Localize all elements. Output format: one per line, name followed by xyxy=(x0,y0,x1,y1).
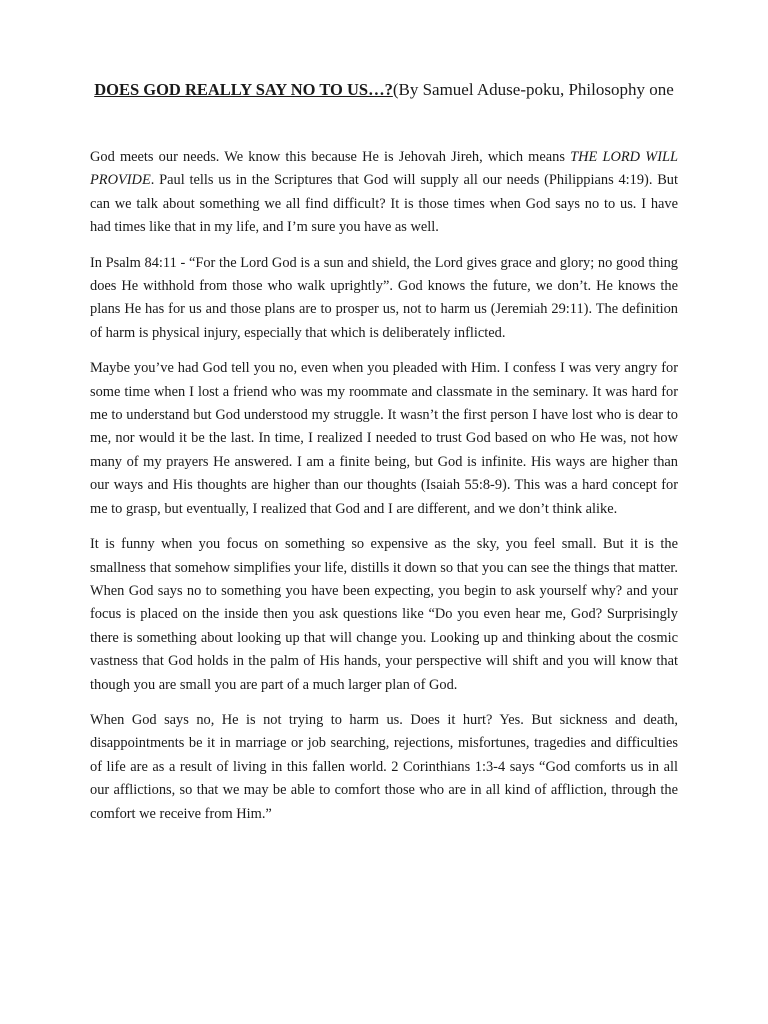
paragraph-5: When God says no, He is not trying to harm us. Does it hurt? Yes. But sickness and death, disappointments be it in marriage or job searching, rejections, misfortunes, tragedies and difficulties of life are as a result of living in this fallen world. 2 Corinthians 1:3-4 says “God comforts us in all our afflictions, so that we may be able to comfort those who are in all kind of affliction, through the comfort we receive from Him.” xyxy=(90,711,678,822)
paragraph-3: Maybe you’ve had God tell you no, even when you pleaded with Him. I confess I was very angry for some time when I lost a friend who was my roommate and classmate in the seminary. It was hard for me to understand but God understood my struggle. It wasn’t the first person I have lost who is dear to me, nor would it be the last. In time, I realized I needed to trust God based on who He was, not how many of my prayers He answered. I am a finite being, but God is infinite. His ways are higher than our ways and His thoughts are higher than our thoughts (Isaiah 55:8-9). This was a hard concept for me to grasp, but eventually, I realized that God and I are different, and we don’t think alike. xyxy=(90,360,678,517)
paragraph-1-emphasis: THE LORD WILL PROVIDE xyxy=(90,149,679,189)
paragraph-1-start: God meets our needs. We know this because He is Jehovah Jireh, which means xyxy=(90,149,571,165)
document-body xyxy=(90,146,678,838)
paragraph-2: In Psalm 84:11 - “For the Lord God is a sun and shield, the Lord gives grace and glory; no good thing does He withhold from those who walk uprightly”. God knows the future, we don’t. He knows the plans He has for us and those plans are to prosper us, not to harm us (Jeremiah 29:11). The definition of harm is physical injury, especially that which is deliberately inflicted. xyxy=(90,254,678,341)
paragraph-4: It is funny when you focus on something so expensive as the sky, you feel small. But it is the smallness that somehow simplifies your life, distills it down so that you can see the things that matter. When God says no to something you have been expecting, you begin to ask yourself why? and your focus is placed on the inside then you ask questions like “Do you even hear me, God? Surprisingly there is something about looking up that will change you. Looking up and thinking about the cosmic vastness that God holds in the palm of His hands, your perspective will shift and you will know that though you are small you are part of a much larger plan of God. xyxy=(90,536,678,693)
paragraph-1-end: . Paul tells us in the Scriptures that God will supply all our needs (Philippians 4:19). But can we talk about something we all find difficult? It is those times when God says no to us. I have had times like that in my life, and I’m sure you have as well. xyxy=(90,172,678,236)
title-main: DOES GOD REALLY SAY NO TO US…? xyxy=(94,80,393,99)
paragraph-1 xyxy=(90,146,678,240)
title-author: (By Samuel Aduse-poku, Philosophy one xyxy=(392,80,674,99)
document-title xyxy=(90,74,678,105)
